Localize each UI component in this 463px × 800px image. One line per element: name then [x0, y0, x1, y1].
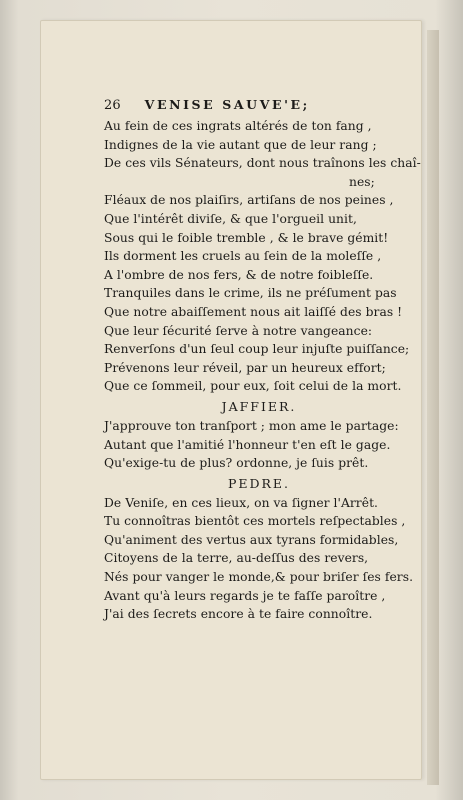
page-header	[104, 96, 414, 115]
verse-line: Que l'intérêt diviſe, & que l'orgueil unit,	[104, 211, 357, 226]
verse-line: Renverſons d'un ſeul coup leur injuſte puiſſance;	[104, 342, 410, 357]
speech-block-3	[104, 494, 414, 624]
verse-line: J'ai des ſecrets encore à te faire connoître.	[104, 607, 373, 622]
verse-line: Que notre abaiſſement nous ait laiſſé des bras !	[104, 304, 403, 319]
verse-line: Que ce ſommeil, pour eux, ſoit celui de la mort.	[104, 379, 402, 394]
page-text	[104, 96, 421, 624]
speaker-name-pedre: PEDRE.	[227, 475, 291, 491]
page-edge	[427, 30, 439, 785]
verse-line-continuation: nes;	[349, 174, 375, 189]
verse-line: Tu connoîtras bientôt ces mortels reſpectables ,	[104, 514, 406, 529]
verse-line: De Veniſe, en ces lieux, on va ſigner l'Arrêt.	[104, 495, 379, 510]
verse-line: Fléaux de nos plaiſirs, artiſans de nos peines ,	[104, 193, 394, 208]
verse-line: Que leur ſécurité ſerve à notre vangeance:	[104, 323, 373, 338]
verse-line: Au fein de ces ingrats altérés de ton fang ,	[104, 119, 372, 133]
verse-line: Sous qui le foible tremble , & le brave gémit!	[104, 230, 389, 245]
verse-line: De ces vils Sénateurs, dont nous traînons les chaî-	[104, 156, 421, 171]
speaker-name-jaffier: JAFFIER.	[221, 398, 297, 414]
verse-line: Autant que l'amitié l'honneur t'en eſt le gage.	[104, 437, 391, 452]
speech-block-1	[104, 117, 421, 396]
verse-line: Tranquiles dans le crime, ils ne préſument pas	[104, 286, 397, 301]
verse-line: Nés pour vanger le monde,& pour briſer ſes fers.	[104, 570, 414, 585]
verse-line: Qu'animent des vertus aux tyrans formidables,	[104, 532, 399, 547]
verse-line: A l'ombre de nos fers, & de notre foibleſſe.	[104, 267, 374, 282]
verse-line: Qu'exige-tu de plus? ordonne, je ſuis prêt.	[104, 456, 369, 471]
verse-line: Avant qu'à leurs regards je te faſſe paroître ,	[104, 588, 386, 603]
verse-line: Citoyens de la terre, au-deſſus des revers,	[104, 551, 369, 566]
verse-line: Indignes de la vie autant que de leur rang ;	[104, 137, 377, 152]
verse-line: Prévenons leur réveil, par un heureux effort;	[104, 360, 386, 375]
verse-line: J'approuve ton tranſport ; mon ame le partage:	[104, 418, 399, 433]
running-title: VENISE SAUVE'E;	[144, 97, 310, 112]
verse-line: Ils dorment les cruels au ſein de la moleſſe ,	[104, 249, 382, 264]
speech-block-2	[104, 417, 414, 473]
page-number: 26	[104, 98, 121, 113]
